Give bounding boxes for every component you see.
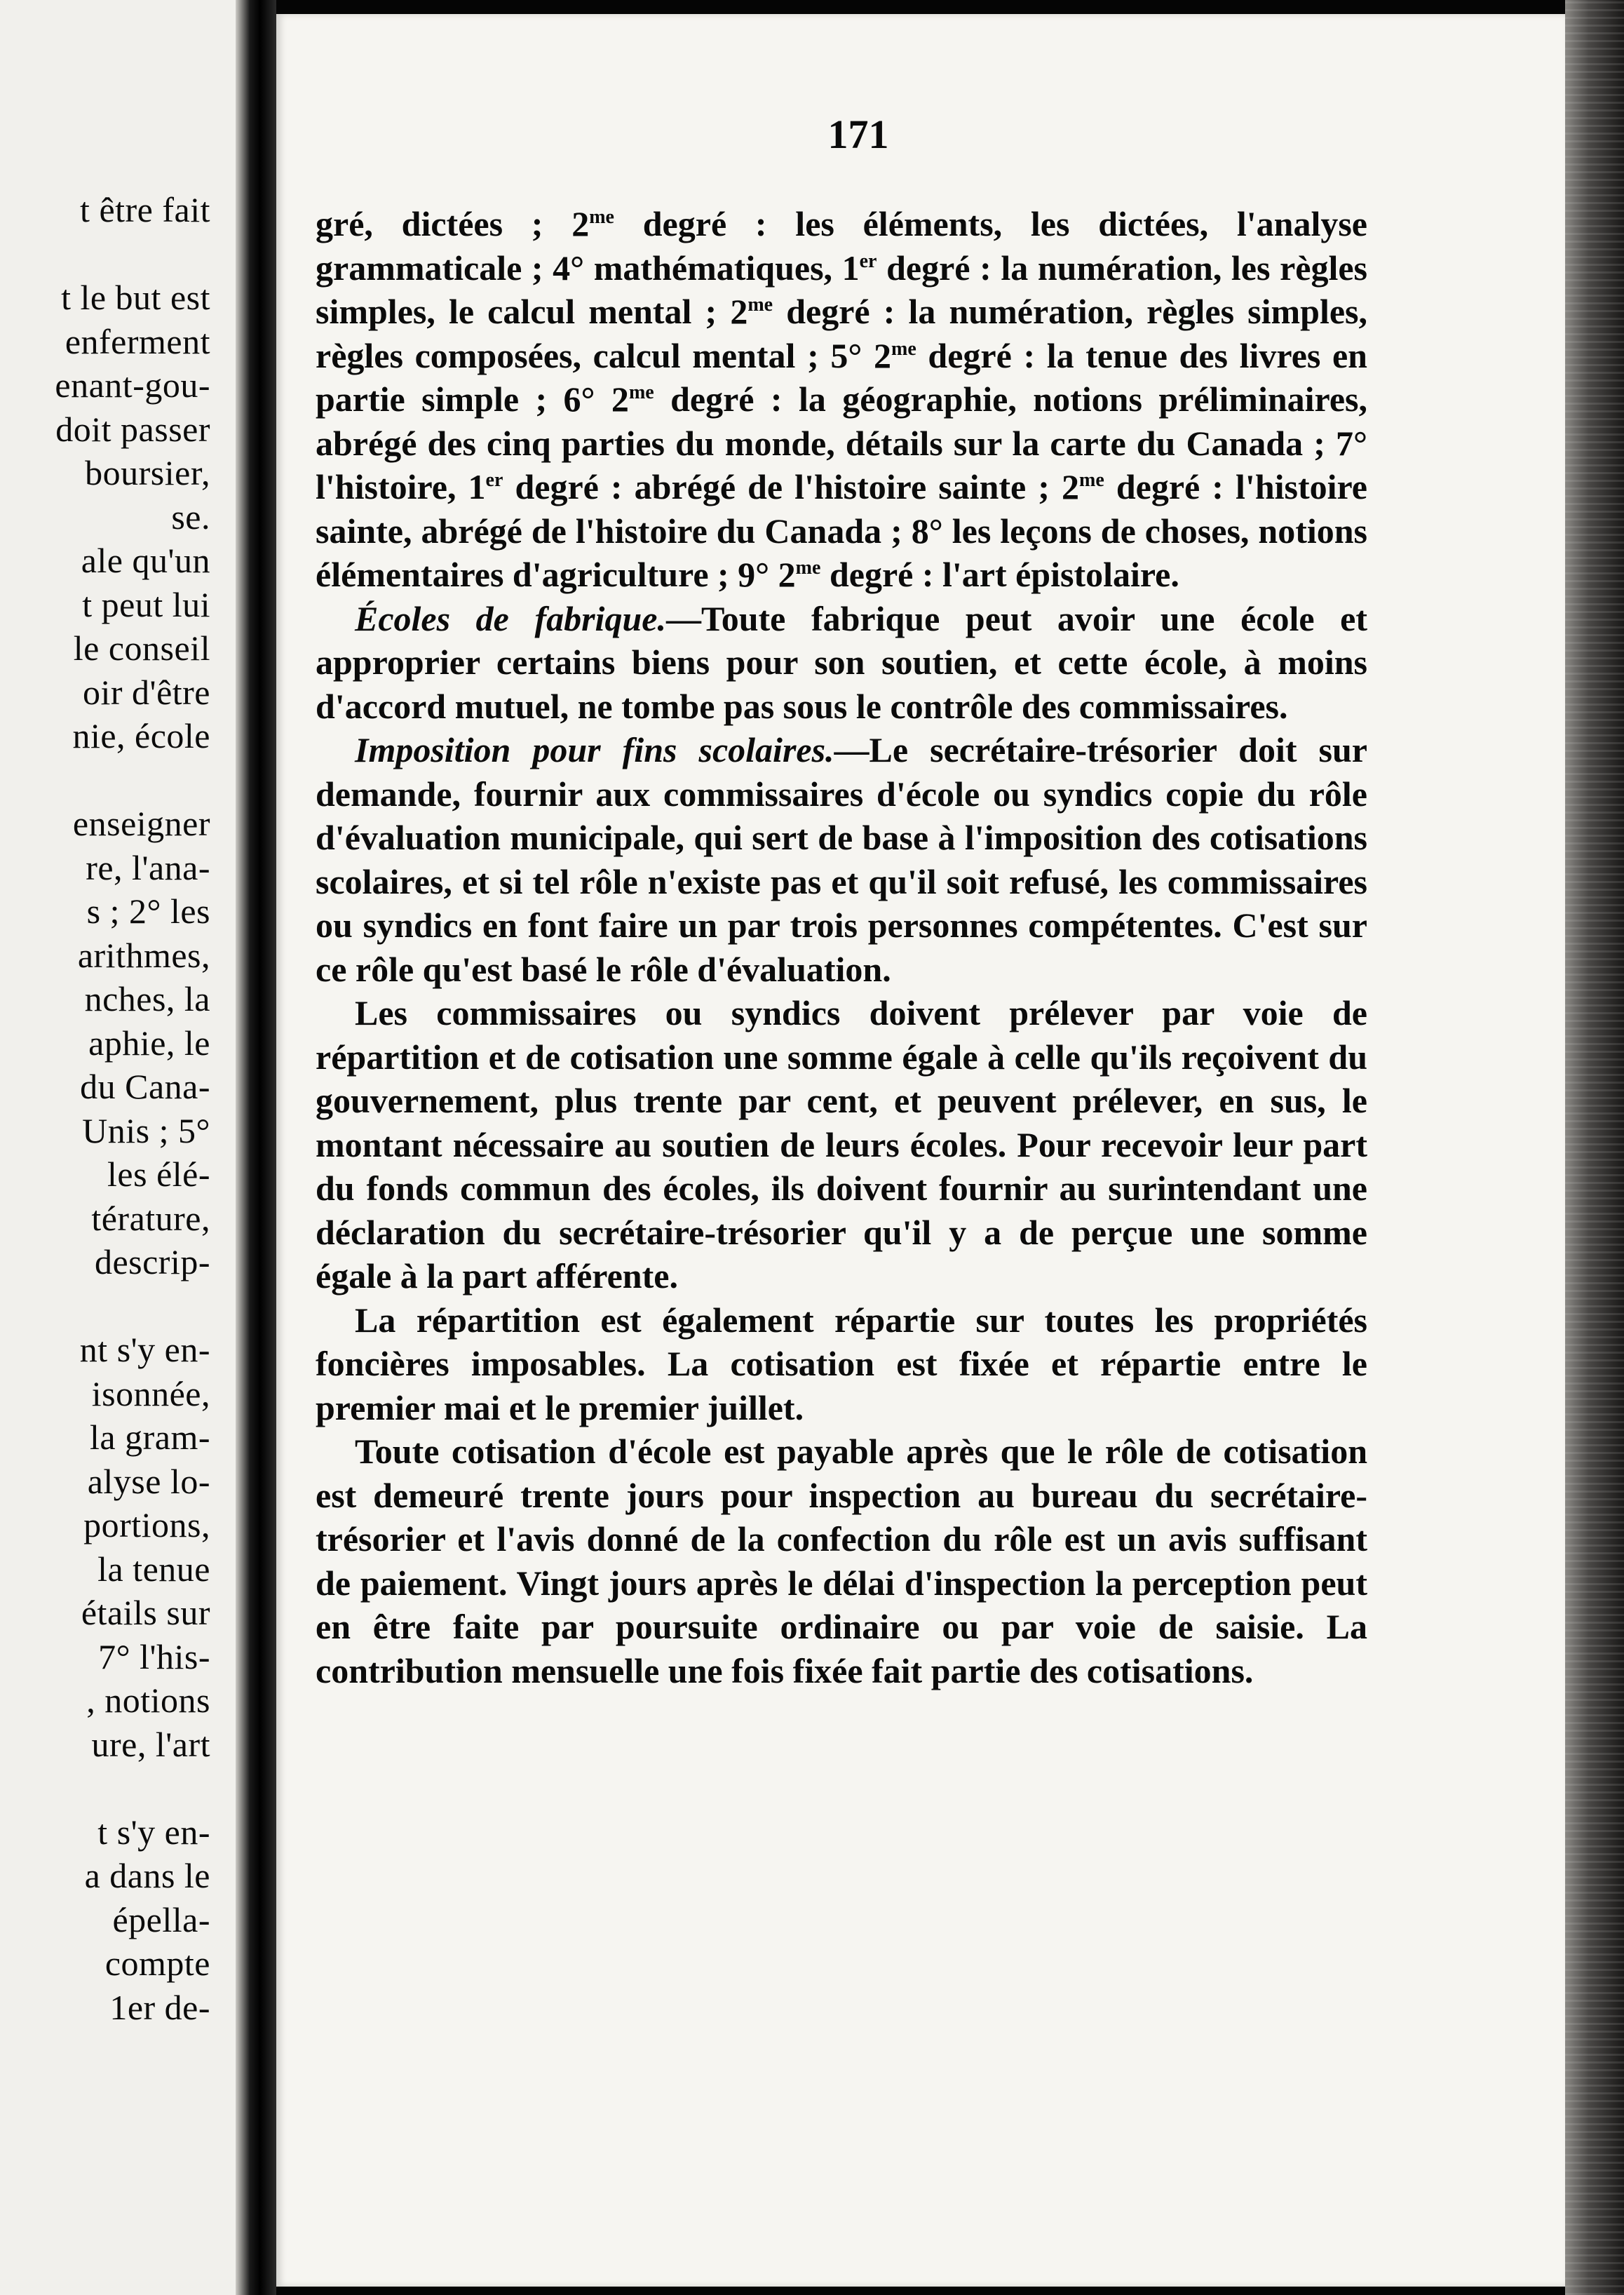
facing-page-line: t le but est: [61, 278, 210, 317]
facing-page-line: 7° l'his-: [98, 1636, 210, 1676]
book-gutter: [236, 0, 276, 2295]
facing-page-line: portions,: [83, 1505, 210, 1544]
facing-page-line: térature,: [91, 1198, 210, 1238]
facing-page-line: aphie, le: [88, 1023, 210, 1063]
facing-page-line: enseigner: [72, 804, 210, 843]
facing-page-line: se.: [171, 497, 210, 537]
facing-page-line: [0, 1284, 210, 1328]
paragraph-commissaires: Les commissaires ou syndics doivent prélever par voie de répartition et de cotisation une somme égale à celle qu'ils reçoivent du gouvernement, plus trente par cent, et peuvent prélever, en sus, le montant nécessaire au soutien de leurs écoles. Pour recevoir leur part du fonds commun des écoles, ils doivent fournir au surintendant une déclaration du secrétaire-trésorier qu'il y a de perçue une somme égale à la part afférente.: [316, 993, 1367, 1295]
page-number: 171: [827, 112, 889, 157]
facing-page-line: ure, l'art: [91, 1724, 210, 1764]
facing-page-line: s ; 2° les: [86, 891, 210, 931]
facing-page-text: [0, 188, 210, 2029]
scan-edge: [1565, 0, 1624, 2295]
facing-page-line: enferment: [65, 321, 210, 361]
facing-page-line: t peut lui: [82, 584, 210, 624]
facing-page-line: la tenue: [97, 1549, 210, 1589]
facing-page-line: isonnée,: [91, 1373, 210, 1413]
facing-page-line: doit passer: [55, 409, 210, 449]
facing-page-line: étails sur: [81, 1593, 210, 1632]
section-heading: Écoles de fabrique.: [355, 598, 666, 638]
facing-page-line: re, l'ana-: [86, 847, 210, 887]
facing-page-line: 1er de-: [109, 1987, 210, 2027]
facing-page-line: t s'y en-: [97, 1812, 210, 1852]
facing-page-line: épella-: [112, 1899, 210, 1939]
section-heading: Imposition pour fins scolaires.: [355, 730, 834, 769]
facing-page-line: a dans le: [84, 1856, 210, 1895]
facing-page-line: nt s'y en-: [79, 1330, 210, 1369]
facing-page-line: du Cana-: [80, 1067, 210, 1106]
facing-page-line: compte: [104, 1944, 210, 1983]
facing-page-line: arithmes,: [77, 935, 210, 975]
facing-page-line: descrip-: [94, 1242, 210, 1281]
facing-page-line: Unis ; 5°: [82, 1110, 210, 1150]
facing-page-line: oir d'être: [83, 672, 210, 712]
facing-page-line: ale qu'un: [81, 541, 210, 580]
facing-page-line: la gram-: [90, 1418, 210, 1457]
facing-page-line: les élé-: [107, 1155, 210, 1194]
facing-page-line: nie, école: [72, 716, 210, 755]
page: [276, 14, 1565, 2287]
paragraph-curriculum: gré, dictées ; $2^{me}$ degré : les éléments, les dictées, l'analyse grammaticale ; 4° mathématiques, 1er degré : la numération, les règles simples, le calcul mental ; $2^{me}$ degré : la numération, règles simples, règles composées, calcul mental ; 5° $2^{me}$ degré : la tenue des livres en partie simple ; 6° $2^{me}$ degré : la géographie, notions préliminaires, abrégé des cinq parties du monde, détails sur la carte du Canada ; 7° l'histoire, 1er degré : abrégé de l'histoire sainte ; $2^{me}$ degré : l'histoire sainte, abrégé de l'histoire du Canada ; 8° les leçons de choses, notions élémentaires d'agriculture ; 9° $2^{me}$ degré : l'art épistolaire.: [316, 204, 1368, 594]
facing-page-line: alyse lo-: [87, 1461, 210, 1501]
paragraph-imposition: Imposition pour fins scolaires.—Le secrétaire-trésorier doit sur demande, fournir aux commissaires d'école ou syndics copie du rôle d'évaluation municipale, qui sert de base à l'imposition des cotisations scolaires, et si tel rôle n'existe pas et qu'il soit refusé, les commissaires ou syndics en font faire un par trois personnes compétentes. C'est sur ce rôle qu'est basé le rôle d'évaluation.: [316, 730, 1367, 989]
facing-page-line: nches, la: [84, 979, 210, 1018]
paragraph-repartition: La répartition est également répartie sur toutes les propriétés foncières imposables. La cotisation est fixée et répartie entre le premier mai et le premier juillet.: [316, 1300, 1367, 1427]
facing-page-line: [0, 1766, 210, 1810]
facing-page-line: [0, 758, 210, 802]
facing-page-line: [0, 232, 210, 276]
facing-page-line: enant-gou-: [55, 365, 210, 405]
facing-page-line: le conseil: [73, 628, 210, 668]
paragraph-cotisation: Toute cotisation d'école est payable après que le rôle de cotisation est demeuré trente jours pour inspection au bureau du secrétaire-trésorier et l'avis donné de la confection du rôle est un avis suffisant de paiement. Vingt jours après le délai d'inspection la perception peut en être faite par poursuite ordinaire ou par voie de saisie. La contribution mensuelle une fois fixée fait partie des cotisations.: [316, 1432, 1367, 1690]
paragraph-ecoles-de-fabrique: Écoles de fabrique.—Toute fabrique peut avoir une école et approprier certains biens pour son soutien, et cette école, à moins d'accord mutuel, ne tombe pas sous le contrôle des commissaires.: [316, 598, 1367, 726]
facing-page-line: , notions: [86, 1681, 210, 1720]
facing-page-line: boursier,: [85, 453, 210, 492]
facing-page: [0, 0, 238, 2295]
facing-page-line: t être fait: [80, 190, 210, 229]
body-text: [316, 202, 1367, 1692]
